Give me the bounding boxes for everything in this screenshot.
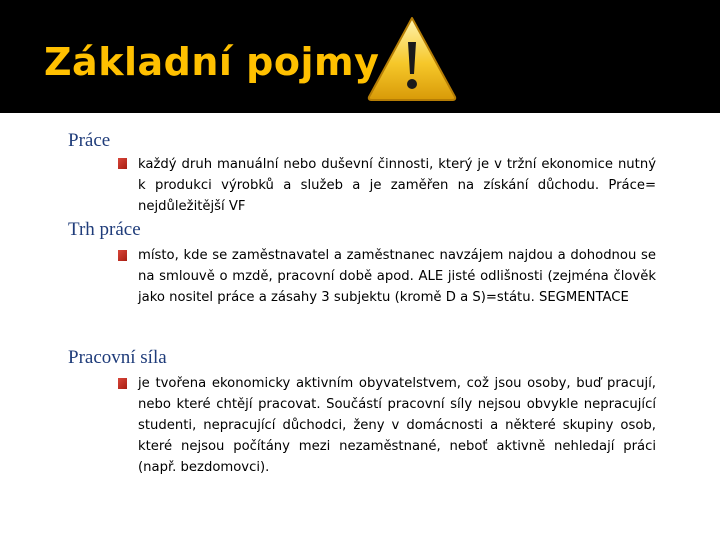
slide-header	[0, 0, 720, 113]
bullet-marker	[118, 378, 127, 389]
section-heading-pracovni-sila: Pracovní síla	[68, 347, 167, 368]
section-heading-trh-prace: Trh práce	[68, 219, 141, 240]
section-heading-prace: Práce	[68, 130, 111, 151]
section-text-pracovni-sila: je tvořena ekonomicky aktivním obyvatelstvem, což jsou osoby, buď pracují, nebo které chtějí pracovat. Součástí pracovní síly nejsou obvykle nepracující studenti, nepracující důchodci, ženy v domácnosti a některé skupiny osob, které nejsou počítány mezi nezaměstnané, neboť aktivně nehledají práci (např. bezdomovci).	[138, 376, 656, 475]
slide-title: Základní pojmy	[44, 40, 380, 84]
bullet-marker	[118, 158, 127, 169]
bullet-marker	[118, 250, 127, 261]
warning-icon	[366, 14, 458, 102]
section-text-prace: každý druh manuální nebo duševní činnosti, který je v tržní ekonomice nutný k produkci výrobků a služeb a je zaměřen na získání důchodu. Práce= nejdůležitější VF	[138, 157, 656, 214]
section-text-trh-prace: místo, kde se zaměstnavatel a zaměstnanec navzájem najdou a dohodnou se na smlouvě o mzdě, pracovní době apod. ALE jisté odlišnosti (zejména člověk jako nositel práce a zásahy 3 subjektu (kromě D a S)=státu. SEGMENTACE	[138, 248, 656, 305]
